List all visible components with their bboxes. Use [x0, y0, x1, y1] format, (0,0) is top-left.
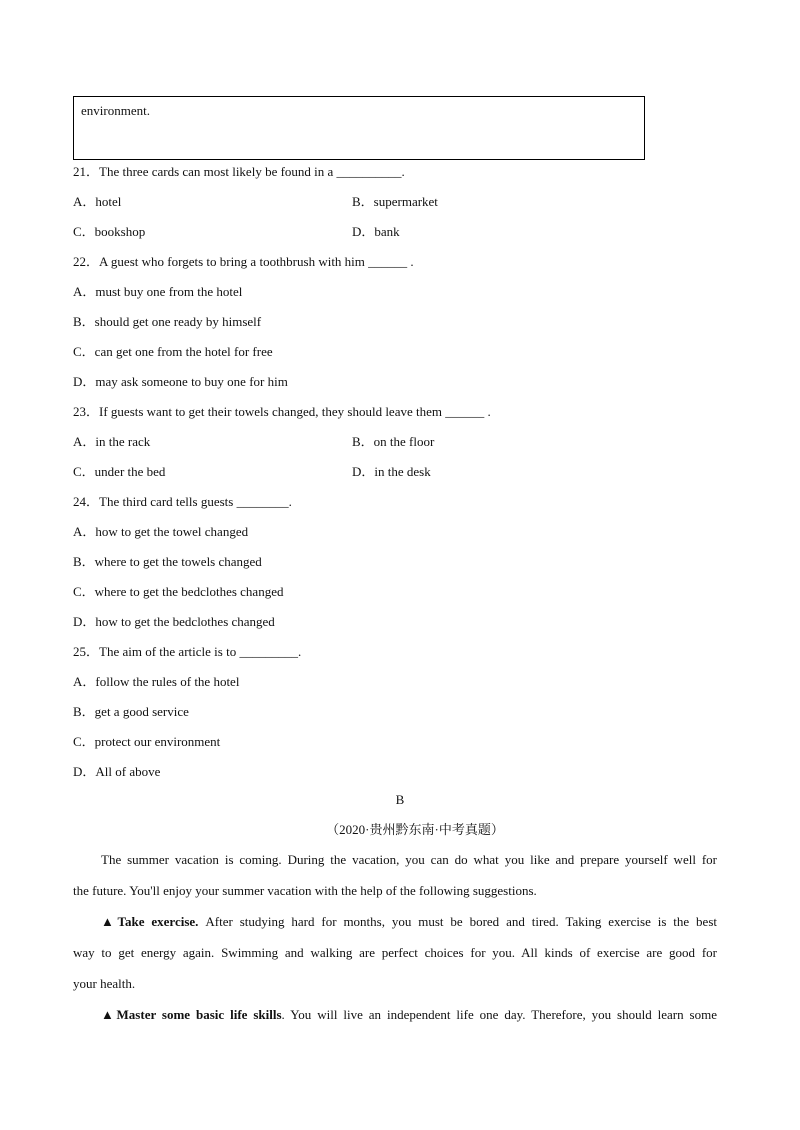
option: [73, 667, 717, 697]
option-text: All of above: [95, 764, 161, 779]
option: [73, 607, 717, 637]
option-letter: A．: [73, 434, 96, 449]
option-letter: A．: [73, 194, 96, 209]
option-letter: C．: [73, 464, 95, 479]
passage-line: way to get energy again. Swimming and walking are perfect choices for you. All kinds of exercise are good for: [73, 945, 717, 960]
question-text: The third card tells guests ________.: [99, 494, 292, 509]
passage-line: your health.: [73, 976, 136, 991]
option: [73, 697, 717, 727]
option-text: supermarket: [373, 194, 438, 209]
option-letter: C．: [73, 734, 95, 749]
question-list: [73, 157, 717, 787]
option-letter: B．: [73, 704, 95, 719]
option: [73, 427, 352, 457]
question-number: 24．: [73, 494, 100, 509]
option: [352, 427, 631, 457]
section-label: B: [395, 792, 405, 807]
continued-box-text: environment.: [81, 103, 150, 118]
option: [73, 457, 352, 487]
option-letter: D．: [352, 224, 375, 239]
option: [73, 757, 717, 787]
option-row: [73, 427, 717, 457]
option-letter: A．: [73, 524, 96, 539]
question-number: 22．: [73, 254, 100, 269]
option-row: [73, 217, 717, 247]
passage-line: [73, 906, 717, 937]
option-letter: D．: [73, 374, 96, 389]
option-text: on the floor: [373, 434, 435, 449]
option: [73, 337, 717, 367]
option-text: how to get the towel changed: [95, 524, 249, 539]
option-text: get a good service: [94, 704, 189, 719]
tip-heading: ▲Take exercise.: [101, 914, 199, 929]
question-text: The three cards can most likely be found in a __________.: [99, 164, 405, 179]
option-letter: D．: [352, 464, 375, 479]
tip-text: . You will live an independent life one day. Therefore, you should learn some: [281, 1007, 717, 1022]
question-stem: [73, 157, 717, 187]
question-text: A guest who forgets to bring a toothbrush with him ______ .: [99, 254, 414, 269]
option: [73, 727, 717, 757]
tip-text: After studying hard for months, you must be bored and tired. Taking exercise is the best: [205, 914, 718, 929]
section-source: （2020·贵州黔东南·中考真题）: [326, 822, 504, 837]
option: [73, 367, 717, 397]
option-row: [73, 457, 717, 487]
option-text: may ask someone to buy one for him: [95, 374, 288, 389]
option-letter: B．: [352, 434, 374, 449]
option-text: follow the rules of the hotel: [95, 674, 240, 689]
option-letter: B．: [73, 314, 95, 329]
option-letter: C．: [73, 344, 95, 359]
option: [73, 277, 717, 307]
option-text: under the bed: [94, 464, 166, 479]
option-letter: C．: [73, 224, 95, 239]
passage-line: The summer vacation is coming. During the vacation, you can do what you like and prepare yourself well for: [101, 852, 717, 867]
option: [73, 307, 717, 337]
question-stem: [73, 487, 717, 517]
option: [73, 217, 352, 247]
continued-text-box: [73, 96, 645, 160]
option-letter: D．: [73, 614, 96, 629]
question-number: 23．: [73, 404, 100, 419]
question-number: 25．: [73, 644, 100, 659]
option: [73, 187, 352, 217]
tip-heading: ▲Master some basic life skills: [101, 1007, 282, 1022]
option: [352, 457, 631, 487]
option: [73, 547, 717, 577]
question-stem: [73, 637, 717, 667]
passage-line: [73, 999, 717, 1030]
option-letter: C．: [73, 584, 95, 599]
option-text: should get one ready by himself: [94, 314, 262, 329]
question-text: If guests want to get their towels changed, they should leave them ______ .: [99, 404, 491, 419]
option-text: bookshop: [94, 224, 146, 239]
question-number: 21．: [73, 164, 100, 179]
option-text: protect our environment: [94, 734, 221, 749]
option-text: must buy one from the hotel: [95, 284, 243, 299]
option-letter: B．: [73, 554, 95, 569]
option: [73, 517, 717, 547]
option-text: in the rack: [95, 434, 151, 449]
question-stem: [73, 397, 717, 427]
option-text: hotel: [95, 194, 122, 209]
option: [352, 217, 631, 247]
option-text: where to get the bedclothes changed: [94, 584, 284, 599]
question-text: The aim of the article is to _________.: [99, 644, 302, 659]
option-letter: A．: [73, 284, 96, 299]
option-text: bank: [374, 224, 400, 239]
option-text: how to get the bedclothes changed: [95, 614, 275, 629]
passage-line: the future. You'll enjoy your summer vacation with the help of the following suggestions.: [73, 883, 537, 898]
option-letter: B．: [352, 194, 374, 209]
option-letter: A．: [73, 674, 96, 689]
option-text: where to get the towels changed: [94, 554, 262, 569]
question-stem: [73, 247, 717, 277]
option-letter: D．: [73, 764, 96, 779]
option: [73, 577, 717, 607]
option-text: in the desk: [374, 464, 431, 479]
option-text: can get one from the hotel for free: [94, 344, 273, 359]
reading-passage: [73, 844, 717, 1030]
option-row: [73, 187, 717, 217]
option: [352, 187, 631, 217]
